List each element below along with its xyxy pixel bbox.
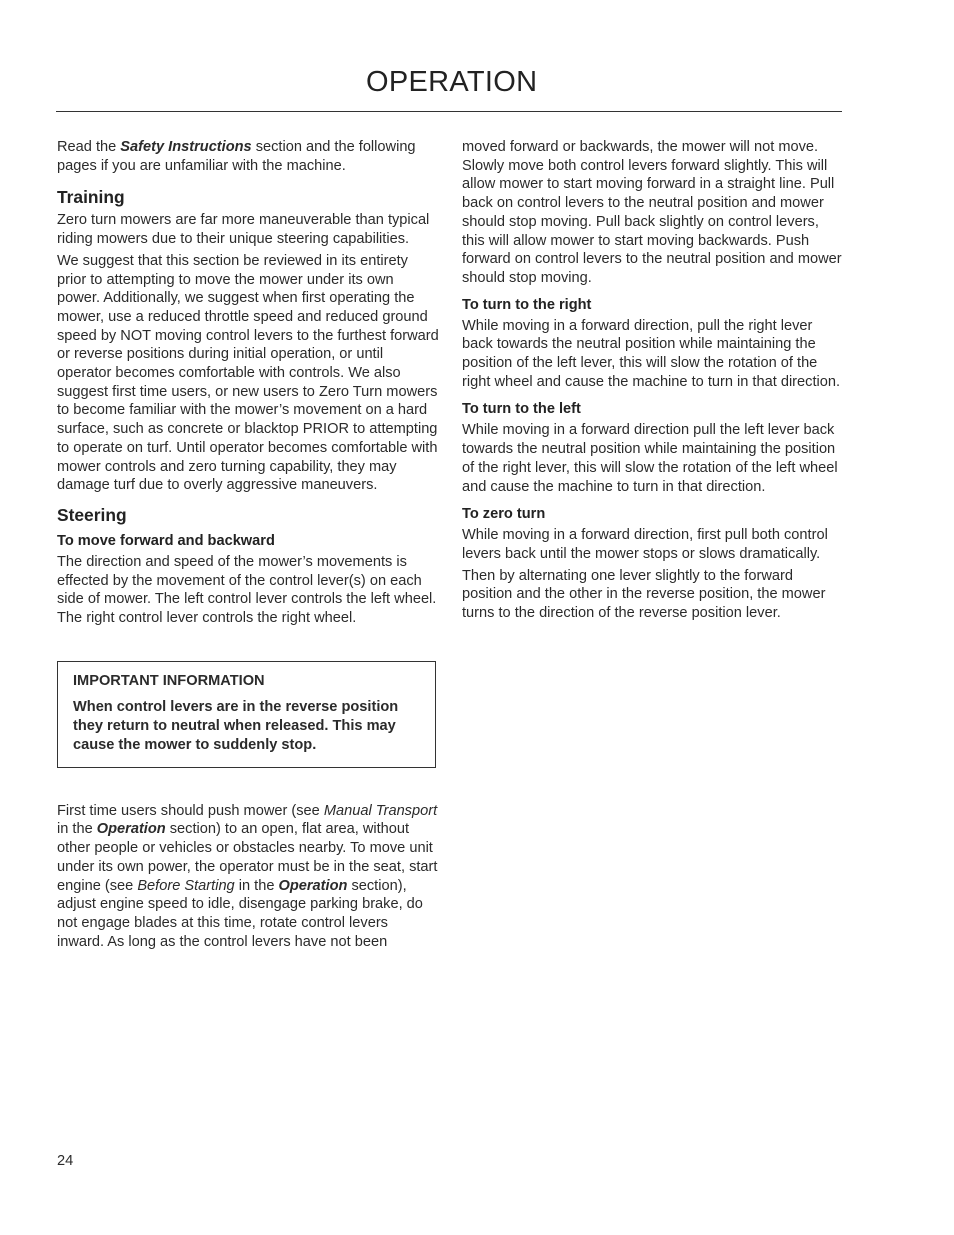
operation-reference-2: Operation (278, 877, 348, 894)
zero-turn-paragraph-1: While moving in a forward direction, first pull both control levers back until the mower stops or slows dramatically. (462, 527, 828, 562)
manual-transport-reference: Manual Transport (323, 802, 438, 819)
training-heading: Training (57, 187, 125, 208)
zero-turn-heading: To zero turn (462, 506, 546, 523)
turn-left-paragraph: While moving in a forward direction pull the left lever back towards the neutral position while maintaining the position of the right lever, this will slow the rotation of the left wheel and cause the machine to turn in that direction. (462, 422, 838, 495)
important-information-title: IMPORTANT INFORMATION (73, 672, 265, 689)
important-information-box (57, 661, 436, 768)
first-time-text-4: in the (234, 877, 279, 894)
intro-text: Read the (57, 139, 121, 155)
before-starting-reference: Before Starting (137, 877, 235, 894)
move-forward-backward-heading: To move forward and backward (57, 532, 275, 549)
training-paragraph-1: Zero turn mowers are far more maneuverable than typical riding mowers due to their unique steering capabilities. (57, 212, 430, 248)
right-column (462, 137, 844, 626)
operation-reference-1: Operation (96, 821, 166, 838)
first-time-text-1: First time users should push mower (see (57, 802, 324, 819)
turn-left-heading: To turn to the left (462, 401, 581, 418)
left-column (57, 137, 439, 954)
page-number: 24 (57, 1153, 74, 1169)
first-time-text-5: section), adjust engine speed to idle, disengage parking brake, do not engage blades at this time, rotate control levers inward. As long as the control levers have not been (57, 877, 423, 950)
intro-paragraph (57, 138, 439, 175)
first-time-text-2: in the (57, 821, 97, 838)
title-divider (56, 111, 842, 112)
page-title: OPERATION (366, 66, 538, 98)
first-time-text-3: section) to an open, flat area, without other people or vehicles or obstacles nearby. To move unit under its own power, the operator must be in the seat, start engine (see (57, 821, 438, 894)
first-time-users-paragraph (57, 802, 439, 952)
intro-text-end: section and the following pages if you are unfamiliar with the machine. (57, 139, 416, 174)
important-information-text: When control levers are in the reverse position they return to neutral when released. This may cause the mower to suddenly stop. (73, 698, 399, 753)
zero-turn-paragraph-2: Then by alternating one lever slightly to the forward position and the other in the reverse position, the mower turns to the direction of the reverse position lever. (462, 567, 826, 622)
steering-paragraph: The direction and speed of the mower’s movements is effected by the movement of the control lever(s) on each side of mower. The left control lever controls the left wheel. The right control lever controls the right wheel. (57, 553, 437, 627)
training-paragraph-2: We suggest that this section be reviewed in its entirety prior to attempting to move the mower under its own power. Additionally, we suggest when first operating the mower, use a reduced throttle speed and reduced ground speed by NOT moving control levers to the furthest forward or reverse positions during initial operation, or until operator becomes comfortable with controls. We also suggest first time users, or new users to Zero Turn mowers to become familiar with the mower’s movement on a hard surface, such as concrete or blacktop PRIOR to attempting to operate on turf. Until operator becomes comfortable with mower controls and zero turning capability, they may damage turf due to overly aggressive maneuvers. (57, 252, 439, 494)
turn-right-heading: To turn to the right (462, 296, 592, 313)
steering-heading: Steering (57, 504, 127, 525)
continuation-paragraph: moved forward or backwards, the mower will not move. Slowly move both control levers forward slightly. This will allow mower to start moving forward in a straight line. Pull back on control levers to the neutral position and mower should stop moving. Pull back slightly on control levers, this will allow mower to start moving backwards. Push forward on control levers to the neutral position and mower should stop moving. (462, 139, 842, 286)
turn-right-paragraph: While moving in a forward direction, pull the right lever back towards the neutral position while maintaining the position of the left lever, this will slow the rotation of the right wheel and cause the machine to turn in that direction. (462, 317, 841, 390)
safety-instructions-reference: Safety Instructions (120, 139, 252, 155)
